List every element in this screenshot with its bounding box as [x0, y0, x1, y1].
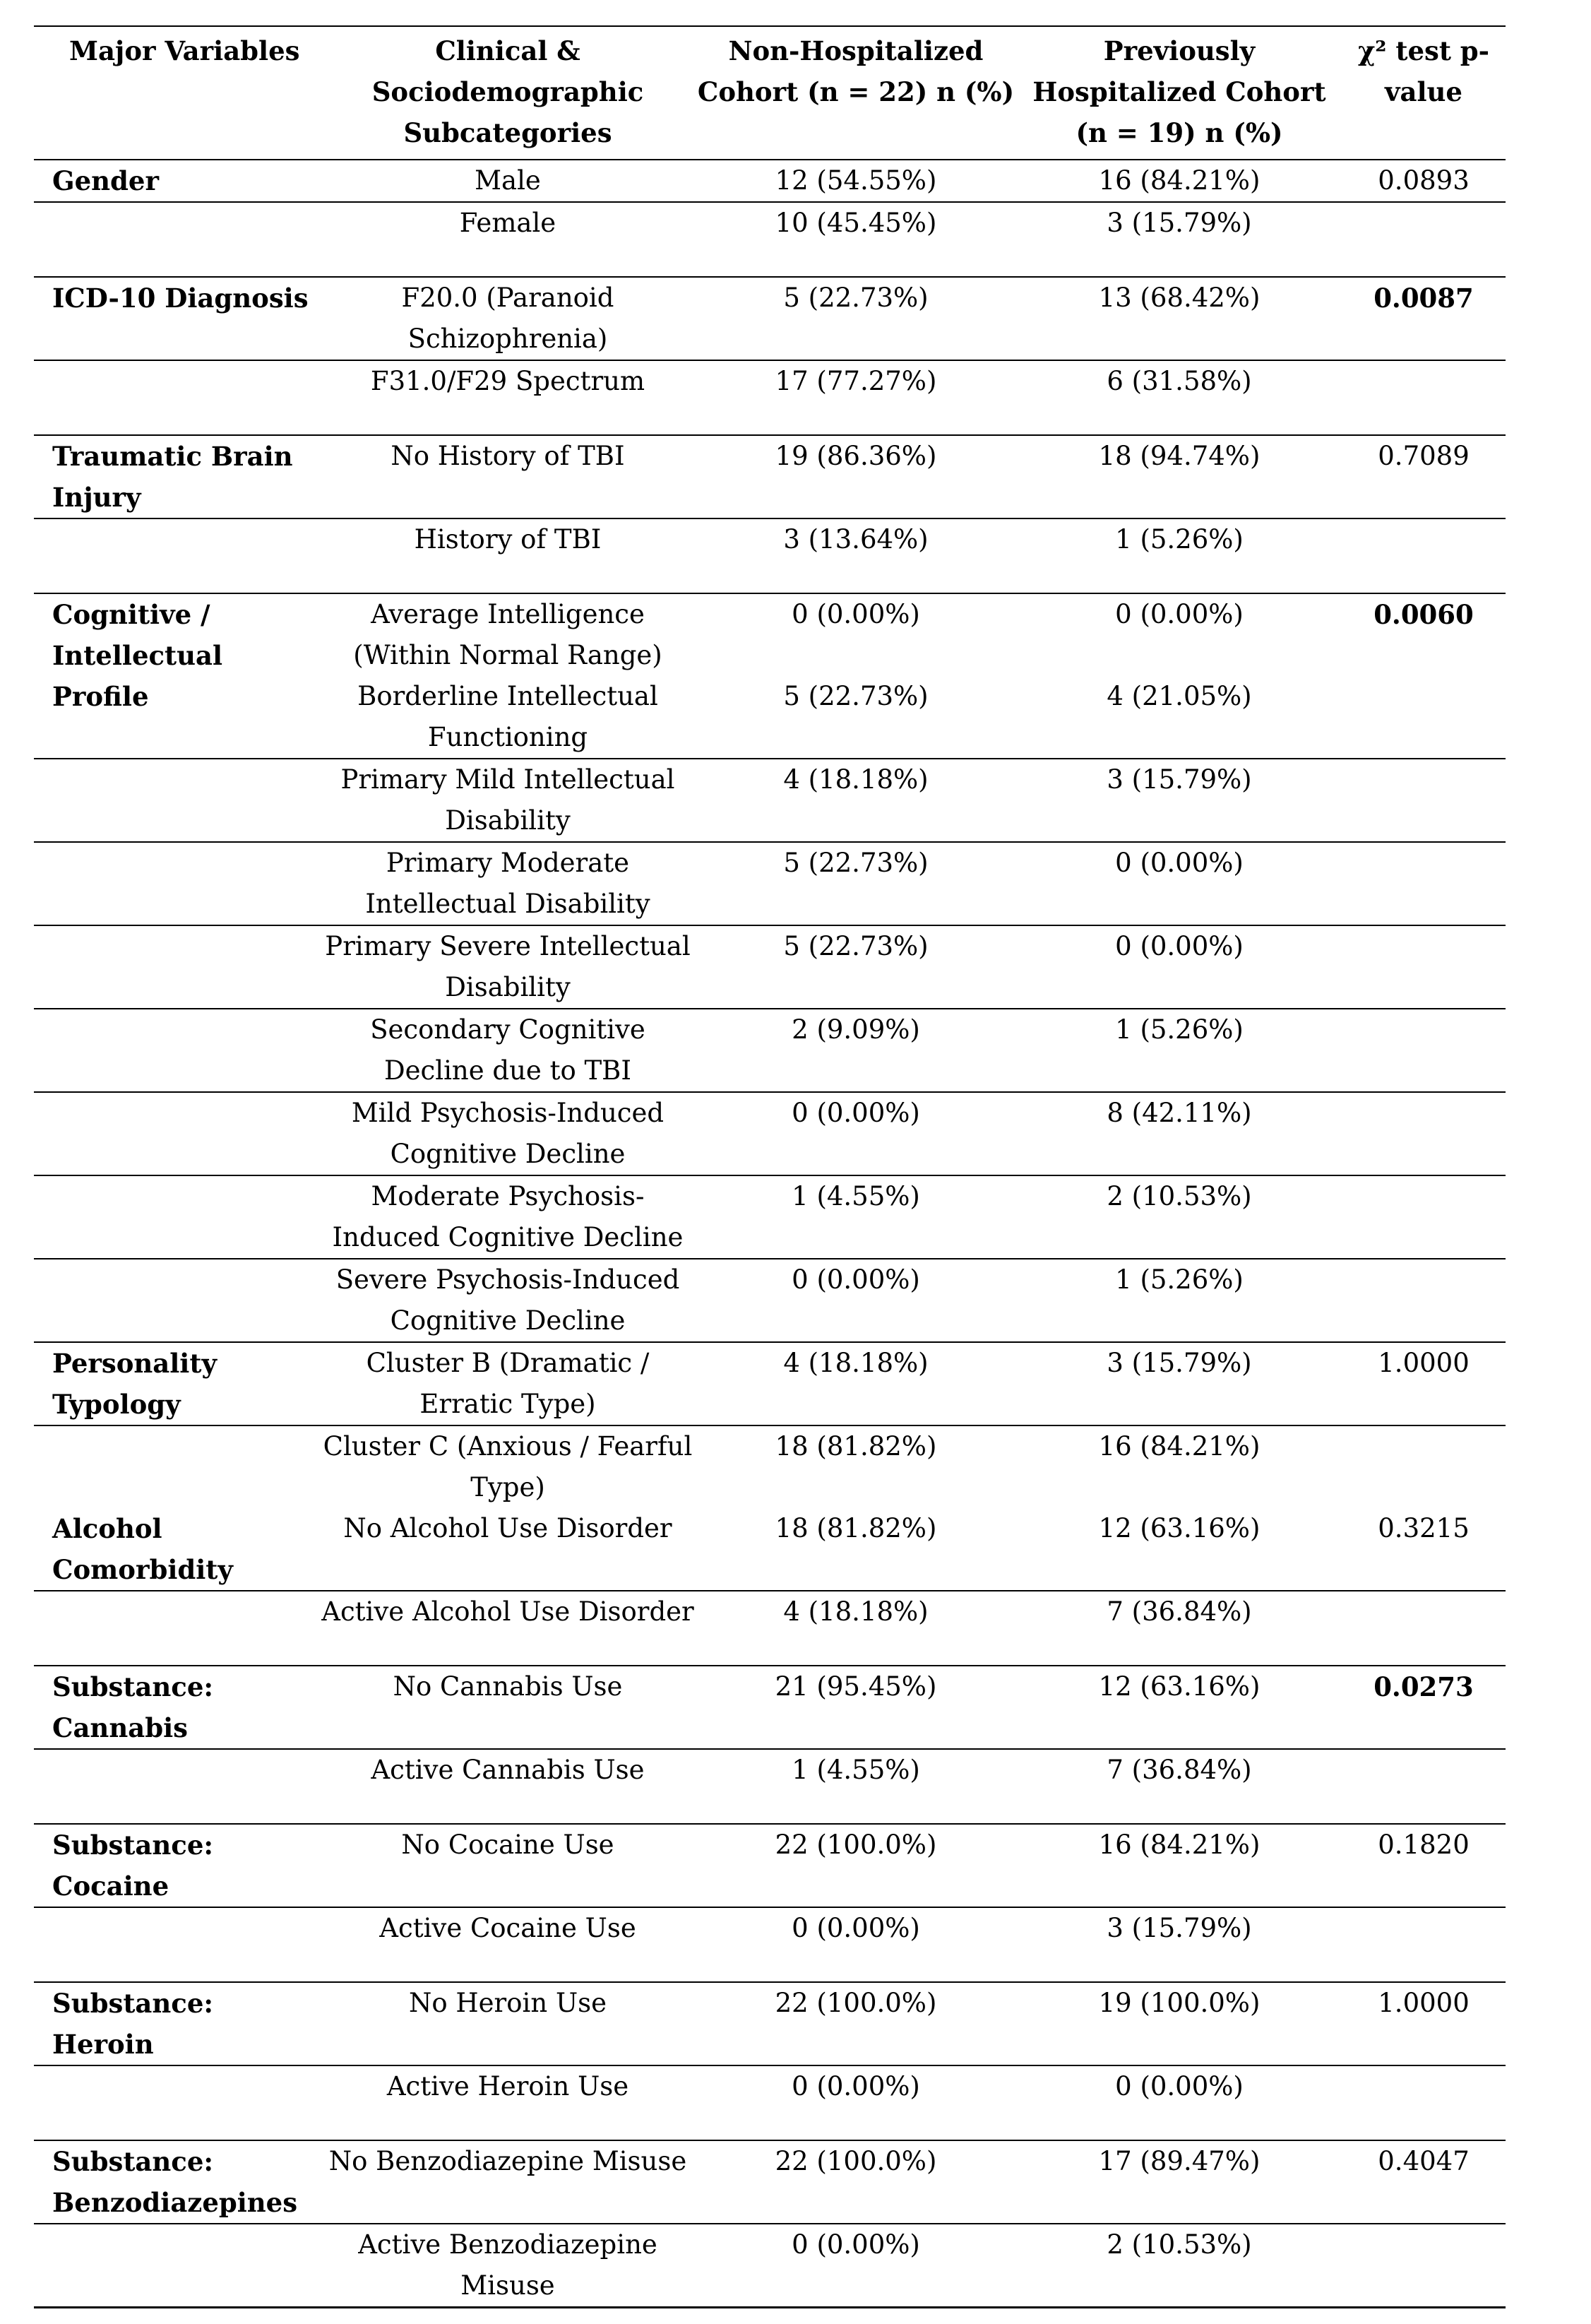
table-row	[34, 1425, 1506, 1508]
non-hospitalized-cell: 0 (0.00%)	[792, 1913, 920, 1943]
non-hospitalized-cell: 22 (100.0%)	[775, 2146, 937, 2176]
non-hospitalized-cell: 5 (22.73%)	[783, 283, 929, 313]
p-value-cell	[1342, 1591, 1506, 1666]
variable-cell	[34, 360, 321, 435]
previously-hospitalized-cell: 19 (100.0%)	[1098, 1988, 1261, 2018]
variable-cell	[34, 1009, 321, 1092]
p-value-cell	[1342, 1259, 1506, 1342]
non-hospitalized-cell: 4 (18.18%)	[783, 764, 929, 795]
p-value-cell	[1342, 360, 1506, 435]
variable-cell	[34, 1175, 321, 1259]
p-value-cell	[1342, 2065, 1506, 2140]
subcategory-cell: F31.0/F29 Spectrum	[370, 366, 645, 396]
variable-cell: Personality Typology	[52, 1348, 217, 1420]
subcategory-cell: No Cocaine Use	[401, 1830, 614, 1860]
previously-hospitalized-cell: 3 (15.79%)	[1107, 1348, 1252, 1378]
subcategory-cell: Primary Moderate Intellectual Disability	[365, 848, 650, 919]
header-p-value: χ² test p-value	[1357, 35, 1490, 107]
previously-hospitalized-cell: 0 (0.00%)	[1115, 848, 1244, 878]
subcategory-cell: Severe Psychosis-Induced Cognitive Decline	[335, 1264, 680, 1336]
table-row	[34, 1009, 1506, 1092]
p-value-cell: 0.0273	[1373, 1671, 1474, 1702]
previously-hospitalized-cell: 0 (0.00%)	[1115, 931, 1244, 961]
table-row	[34, 435, 1506, 518]
non-hospitalized-cell: 18 (81.82%)	[775, 1431, 937, 1462]
table-row	[34, 518, 1506, 593]
p-value-cell	[1342, 518, 1506, 593]
variable-cell	[34, 1907, 321, 1982]
table-row	[34, 925, 1506, 1009]
variable-cell: Profile	[52, 681, 149, 712]
data-table	[34, 25, 1506, 2308]
table-row	[34, 277, 1506, 360]
header-non-hospitalized: Non-Hospitalized Cohort (n = 22) n (%)	[697, 35, 1015, 107]
p-value-cell	[1342, 1009, 1506, 1092]
previously-hospitalized-cell: 7 (36.84%)	[1107, 1596, 1252, 1627]
previously-hospitalized-cell: 3 (15.79%)	[1107, 1913, 1252, 1943]
previously-hospitalized-cell: 2 (10.53%)	[1107, 2229, 1252, 2260]
header-subcategories: Clinical & Sociodemographic Subcategories	[371, 35, 644, 148]
table-row	[34, 676, 1506, 759]
variable-cell	[34, 925, 321, 1009]
previously-hospitalized-cell: 4 (21.05%)	[1107, 681, 1252, 711]
table-row	[34, 1824, 1506, 1907]
p-value-cell: 1.0000	[1378, 1988, 1470, 2018]
non-hospitalized-cell: 5 (22.73%)	[783, 681, 929, 711]
previously-hospitalized-cell: 0 (0.00%)	[1115, 2071, 1244, 2101]
previously-hospitalized-cell: 6 (31.58%)	[1107, 366, 1252, 396]
non-hospitalized-cell: 5 (22.73%)	[783, 931, 929, 961]
p-value-cell	[1342, 1425, 1506, 1508]
p-value-cell: 1.0000	[1378, 1348, 1470, 1378]
subcategory-cell: Secondary Cognitive Decline due to TBI	[370, 1014, 645, 1086]
variable-cell	[34, 1749, 321, 1824]
subcategory-cell: Active Benzodiazepine Misuse	[358, 2229, 657, 2301]
previously-hospitalized-cell: 3 (15.79%)	[1107, 208, 1252, 238]
variable-cell: Traumatic Brain Injury	[52, 441, 293, 513]
variable-cell	[34, 202, 321, 277]
previously-hospitalized-cell: 2 (10.53%)	[1107, 1181, 1252, 1211]
p-value-cell	[1342, 759, 1506, 842]
subcategory-cell: No History of TBI	[391, 441, 625, 471]
non-hospitalized-cell: 5 (22.73%)	[783, 848, 929, 878]
variable-cell	[34, 759, 321, 842]
subcategory-cell: Cluster B (Dramatic / Erratic Type)	[366, 1348, 650, 1419]
previously-hospitalized-cell: 18 (94.74%)	[1098, 441, 1261, 471]
non-hospitalized-cell: 4 (18.18%)	[783, 1348, 929, 1378]
non-hospitalized-cell: 10 (45.45%)	[775, 208, 937, 238]
p-value-cell	[1342, 1907, 1506, 1982]
table-row	[34, 360, 1506, 435]
variable-cell	[34, 2065, 321, 2140]
p-value-cell	[1342, 1749, 1506, 1824]
variable-cell: ICD-10 Diagnosis	[52, 283, 309, 314]
non-hospitalized-cell: 3 (13.64%)	[783, 524, 929, 555]
table-row	[34, 2065, 1506, 2140]
non-hospitalized-cell: 0 (0.00%)	[792, 1098, 920, 1128]
table-body	[34, 160, 1506, 2308]
non-hospitalized-cell: 0 (0.00%)	[792, 1264, 920, 1295]
previously-hospitalized-cell: 1 (5.26%)	[1115, 524, 1244, 555]
subcategory-cell: No Heroin Use	[408, 1988, 607, 2018]
table-row	[34, 2140, 1506, 2224]
p-value-cell: 0.1820	[1378, 1830, 1470, 1860]
subcategory-cell: Primary Severe Intellectual Disability	[325, 931, 691, 1002]
p-value-cell: 0.0087	[1373, 283, 1474, 314]
non-hospitalized-cell: 1 (4.55%)	[792, 1181, 920, 1211]
p-value-cell: 0.0060	[1373, 599, 1474, 630]
p-value-cell	[1342, 925, 1506, 1009]
table-row	[34, 2224, 1506, 2308]
non-hospitalized-cell: 0 (0.00%)	[792, 2229, 920, 2260]
p-value-cell	[1342, 2224, 1506, 2308]
previously-hospitalized-cell: 13 (68.42%)	[1098, 283, 1261, 313]
subcategory-cell: Mild Psychosis-Induced Cognitive Decline	[351, 1098, 665, 1169]
non-hospitalized-cell: 22 (100.0%)	[775, 1988, 937, 2018]
p-value-cell	[1342, 1175, 1506, 1259]
subcategory-cell: Active Cocaine Use	[379, 1913, 636, 1943]
table-row	[34, 1907, 1506, 1982]
previously-hospitalized-cell: 16 (84.21%)	[1098, 1830, 1261, 1860]
p-value-cell	[1342, 1092, 1506, 1175]
table-row	[34, 1749, 1506, 1824]
variable-cell: Alcohol Comorbidity	[52, 1513, 233, 1585]
non-hospitalized-cell: 22 (100.0%)	[775, 1830, 937, 1860]
table-row	[34, 1508, 1506, 1591]
table-row	[34, 202, 1506, 277]
header-major-variables: Major Variables	[69, 35, 300, 66]
subcategory-cell: Borderline Intellectual Functioning	[357, 681, 658, 752]
table-row	[34, 1982, 1506, 2065]
subcategory-cell: F20.0 (Paranoid Schizophrenia)	[401, 283, 614, 354]
previously-hospitalized-cell: 7 (36.84%)	[1107, 1755, 1252, 1785]
previously-hospitalized-cell: 12 (63.16%)	[1098, 1513, 1261, 1543]
variable-cell	[34, 1259, 321, 1342]
p-value-cell: 0.3215	[1378, 1513, 1470, 1543]
p-value-cell: 0.7089	[1378, 441, 1470, 471]
p-value-cell	[1342, 842, 1506, 925]
table-row	[34, 759, 1506, 842]
previously-hospitalized-cell: 12 (63.16%)	[1098, 1671, 1261, 1702]
subcategory-cell: No Benzodiazepine Misuse	[328, 2146, 687, 2176]
previously-hospitalized-cell: 1 (5.26%)	[1115, 1264, 1244, 1295]
variable-cell	[34, 1591, 321, 1666]
variable-cell	[34, 1425, 321, 1508]
previously-hospitalized-cell: 3 (15.79%)	[1107, 764, 1252, 795]
table-row	[34, 1175, 1506, 1259]
non-hospitalized-cell: 0 (0.00%)	[792, 599, 920, 629]
previously-hospitalized-cell: 16 (84.21%)	[1098, 1431, 1261, 1462]
non-hospitalized-cell: 0 (0.00%)	[792, 2071, 920, 2101]
non-hospitalized-cell: 4 (18.18%)	[783, 1596, 929, 1627]
non-hospitalized-cell: 12 (54.55%)	[775, 165, 937, 196]
p-value-cell: 0.4047	[1378, 2146, 1470, 2176]
non-hospitalized-cell: 18 (81.82%)	[775, 1513, 937, 1543]
variable-cell	[34, 518, 321, 593]
p-value-cell	[1342, 202, 1506, 277]
table-row	[34, 593, 1506, 676]
subcategory-cell: Female	[459, 208, 556, 238]
table-row	[34, 1259, 1506, 1342]
subcategory-cell: Moderate Psychosis-Induced Cognitive Decline	[332, 1181, 684, 1252]
variable-cell: Substance: Cocaine	[52, 1830, 214, 1902]
variable-cell	[34, 1092, 321, 1175]
subcategory-cell: Cluster C (Anxious / Fearful Type)	[323, 1431, 693, 1502]
non-hospitalized-cell: 2 (9.09%)	[792, 1014, 920, 1045]
subcategory-cell: Average Intelligence (Within Normal Range)	[353, 599, 662, 670]
p-value-cell	[1342, 676, 1506, 759]
non-hospitalized-cell: 17 (77.27%)	[775, 366, 937, 396]
previously-hospitalized-cell: 1 (5.26%)	[1115, 1014, 1244, 1045]
table-row	[34, 842, 1506, 925]
previously-hospitalized-cell: 0 (0.00%)	[1115, 599, 1244, 629]
table-row	[34, 1666, 1506, 1749]
subcategory-cell: Active Heroin Use	[386, 2071, 629, 2101]
previously-hospitalized-cell: 8 (42.11%)	[1107, 1098, 1252, 1128]
variable-cell: Substance: Cannabis	[52, 1671, 214, 1743]
table-row	[34, 1092, 1506, 1175]
previously-hospitalized-cell: 16 (84.21%)	[1098, 165, 1261, 196]
subcategory-cell: No Cannabis Use	[393, 1671, 623, 1702]
subcategory-cell: Active Alcohol Use Disorder	[321, 1596, 694, 1627]
header-row	[34, 26, 1506, 160]
subcategory-cell: No Alcohol Use Disorder	[343, 1513, 672, 1543]
table-row	[34, 160, 1506, 202]
table-row	[34, 1342, 1506, 1425]
p-value-cell: 0.0893	[1378, 165, 1470, 196]
variable-cell: Gender	[52, 165, 159, 196]
header-previously-hospitalized: Previously Hospitalized Cohort (n = 19) n (%)	[1032, 35, 1326, 148]
non-hospitalized-cell: 19 (86.36%)	[775, 441, 937, 471]
subcategory-cell: History of TBI	[414, 524, 602, 555]
previously-hospitalized-cell: 17 (89.47%)	[1098, 2146, 1261, 2176]
subcategory-cell: Male	[475, 165, 541, 196]
non-hospitalized-cell: 1 (4.55%)	[792, 1755, 920, 1785]
subcategory-cell: Active Cannabis Use	[371, 1755, 645, 1785]
non-hospitalized-cell: 21 (95.45%)	[775, 1671, 937, 1702]
table-header	[34, 26, 1506, 160]
variable-cell	[34, 2224, 321, 2308]
variable-cell: Substance: Benzodiazepines	[52, 2146, 298, 2218]
variable-cell	[34, 842, 321, 925]
table-row	[34, 1591, 1506, 1666]
variable-cell: Cognitive / Intellectual	[52, 599, 223, 671]
variable-cell: Substance: Heroin	[52, 1988, 214, 2060]
subcategory-cell: Primary Mild Intellectual Disability	[340, 764, 675, 836]
